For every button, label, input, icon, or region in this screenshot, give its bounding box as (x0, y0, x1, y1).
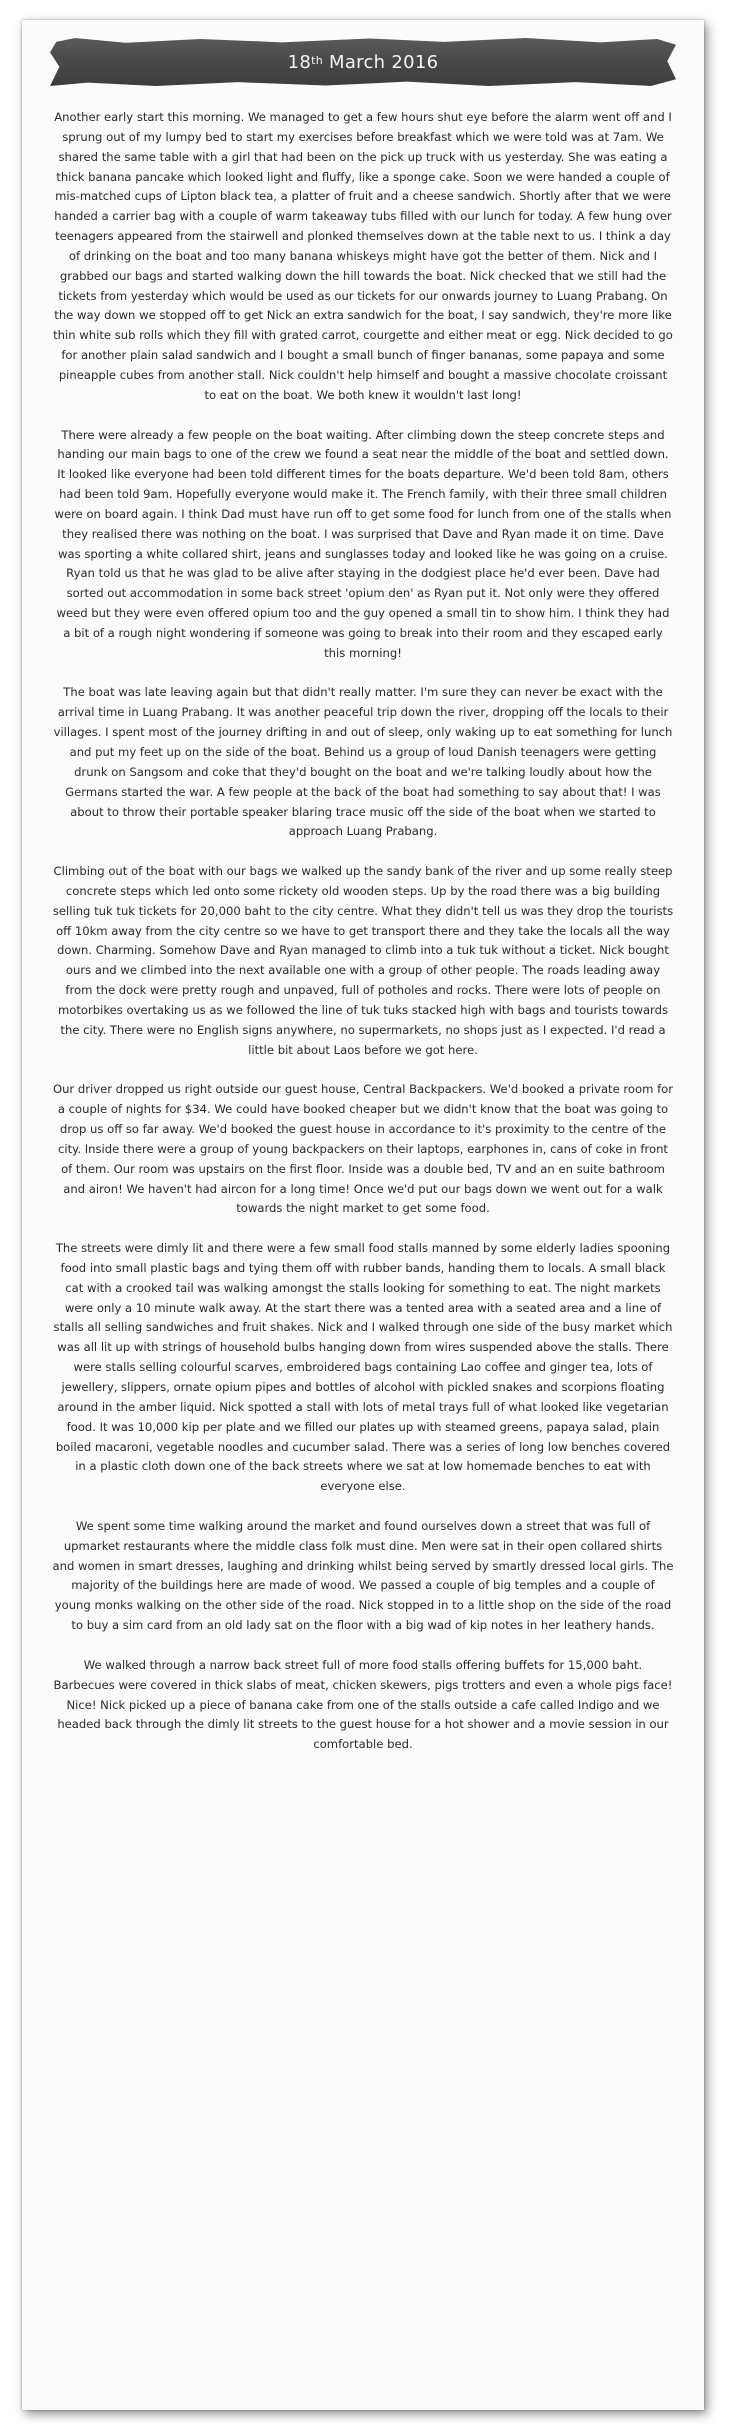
entry-date-heading: 18 $^{th}$ March 2016 (287, 51, 439, 73)
date-day: 18 (287, 51, 312, 73)
paragraph-evening-walk: We spent some time walking around the market and found ourselves down a street that was full of upmarket restaurants where the middle class folk must dine. Men were sat in their open collared shirts and women in smart dresses, laughing and drinking whilst being served by smartly dressed local girls. The majority of the buildings here are made of wood. We passed a couple of big temples and a couple of young monks walking on the other side of the road. Nick stopped in to a little shop on the side of the road to buy a sim card from an old lady sat on the floor with a big wad of kip notes in her leathery hands. (52, 1518, 674, 1633)
paragraph-night-market: The streets were dimly lit and there were a few small food stalls manned by some elderly ladies spooning food into small plastic bags and tying them off with rubber bands, handing them to locals. A small black cat with a crooked tail was walking amongst the stalls looking for something to eat. The night markets were only a 10 minute walk away. At the start there was a tented area with a seated area and a line of stalls all selling sandwiches and fruit shakes. Nick and I walked through one side of the busy market which was all lit up with strings of household bulbs hanging down from wires suspended above the stalls. There were stalls selling colourful scarves, embroidered bags containing Lao coffee and ginger tea, lots of jewellery, slippers, ornate opium pipes and bottles of alcohol with pickled snakes and scorpions floating around in the amber liquid. Nick spotted a stall with lots of metal trays full of what looked like vegetarian food. It was 10,000 kip per plate and we filled our plates up with steamed greens, papaya salad, plain boiled macaroni, vegetable noodles and cucumber salad. There was a series of long low benches covered in a plastic cloth down one of the back streets where we sat at low homemade benches to eat with everyone else. (53, 1241, 673, 1494)
paragraph-guest-house: Our driver dropped us right outside our guest house, Central Backpackers. We'd booked a private room for a couple of nights for $34. We could have booked cheaper but we didn't know that the boat was going to drop us off so far away. We'd booked the guest house in accordance to it's proximity to the centre of the city. Inside there were a group of young backpackers on their laptops, earphones in, cans of coke in front of them. Our room was upstairs on the first floor. Inside was a double bed, TV and an en suite bathroom and airon! We haven't had aircon for a long time! Once we'd put our bags down we went out for a walk towards the night market to get some food. (52, 1082, 674, 1216)
paragraph-river-journey: The boat was late leaving again but that didn't really matter. I'm sure they can never be exact with the arrival time in Luang Prabang. It was another peaceful trip down the river, dropping off the locals to their villages. I spent most of the journey drifting in and out of sleep, only waking up to eat something for lunch and put my feet up on the side of the boat. Behind us a group of loud Danish teenagers were getting drunk on Sangsom and coke that they'd bought on the boat and we're talking loudly about how the Germans started the war. A few people at the back of the boat had something to say about that! I was about to throw their portable speaker blaring trace music off the side of the boat when we started to approach Luang Prabang. (53, 685, 673, 839)
journal-page (22, 20, 704, 2410)
paragraph-back-street: We walked through a narrow back street full of more food stalls offering buffets for 15,000 baht. Barbecues were covered in thick slabs of meat, chicken skewers, pigs trotters and even a whole pigs face! Nice! Nick picked up a piece of banana cake from one of the stalls outside a cafe called Indigo and we headed back through the dimly lit streets to the guest house for a hot shower and a movie session in our comfortable bed. (53, 1657, 673, 1752)
paragraph-breakfast: Another early start this morning. We managed to get a few hours shut eye before the alarm went off and I sprung out of my lumpy bed to start my exercises before breakfast which we were told was at 7am. We shared the same table with a girl that had been on the pick up truck with us yesterday. She was eating a thick banana pancake which looked light and fluffy, like a sponge cake. Soon we were handed a couple of mis-matched cups of Lipton black tea, a platter of fruit and a cheese sandwich. Shortly after that we were handed a carrier bag with a couple of warm takeaway tubs filled with our lunch for today. A few hung over teenagers appeared from the stairwell and plonked themselves down at the table next to us. I think a day of drinking on the boat and too many banana whiskeys might have got the better of them. Nick and I grabbed our bags and started walking down the hill towards the boat. Nick checked that we still had the tickets from yesterday which would be used as our tickets for our onwards journey to Luang Prabang. On the way down we stopped off to get Nick an extra sandwich for the boat, I say sandwich, they're more like thin white sub rolls which they fill with grated carrot, courgette and either meat or egg. Nick decided to go for another plain salad sandwich and I bought a small bunch of finger bananas, some papaya and some pineapple cubes from another stall. Nick couldn't help himself and bought a massive chocolate croissant to eat on the boat. We both knew it wouldn't last long! (53, 110, 673, 402)
date-month-year: March 2016 (329, 51, 439, 73)
paragraph-boat-boarding: There were already a few people on the boat waiting. After climbing down the steep concrete steps and handing our main bags to one of the crew we found a seat near the middle of the boat and settled down. It looked like everyone had been told different times for the boats departure. We'd been told 8am, others had been told 9am. Hopefully everyone would make it. The French family, with their three small children were on board again. I think Dad must have run off to get some food for lunch from one of the stalls when they realised there was nothing on the boat. I was surprised that Dave and Ryan made it on time. Dave was sporting a white collared shirt, jeans and sunglasses today and looked like he was going on a cruise. Ryan told us that he was glad to be alive after staying in the dodgiest place he'd ever been. Dave had sorted out accommodation in some back street 'opium den' as Ryan put it. Not only were they offered weed but they were even offered opium too and the guy opened a small tin to show him. I think they had a bit of a rough night wondering if someone was going to break into their room and they escaped early this morning! (54, 427, 672, 660)
paragraph-arrival: Climbing out of the boat with our bags we walked up the sandy bank of the river and up some really steep concrete steps which led onto some rickety old wooden steps. Up by the road there was a big building selling tuk tuk tickets for 20,000 baht to the city centre. What they didn't tell us was they drop the tourists off 10km away from the city centre so we have to get transport there and they take the locals all the way down. Charming. Somehow Dave and Ryan managed to climb into a tuk tuk without a ticket. Nick bought ours and we climbed into the next available one with a group of other people. The roads leading away from the dock were pretty rough and unpaved, full of potholes and rocks. There were lots of people on motorbikes overtaking us as we followed the line of tuk tuks stacked high with bags and tourists towards the city. There were no English signs anywhere, no supermarkets, no shops just as I expected. I'd read a little bit about Laos before we got here. (52, 864, 674, 1057)
journal-entry-body (52, 108, 674, 1775)
